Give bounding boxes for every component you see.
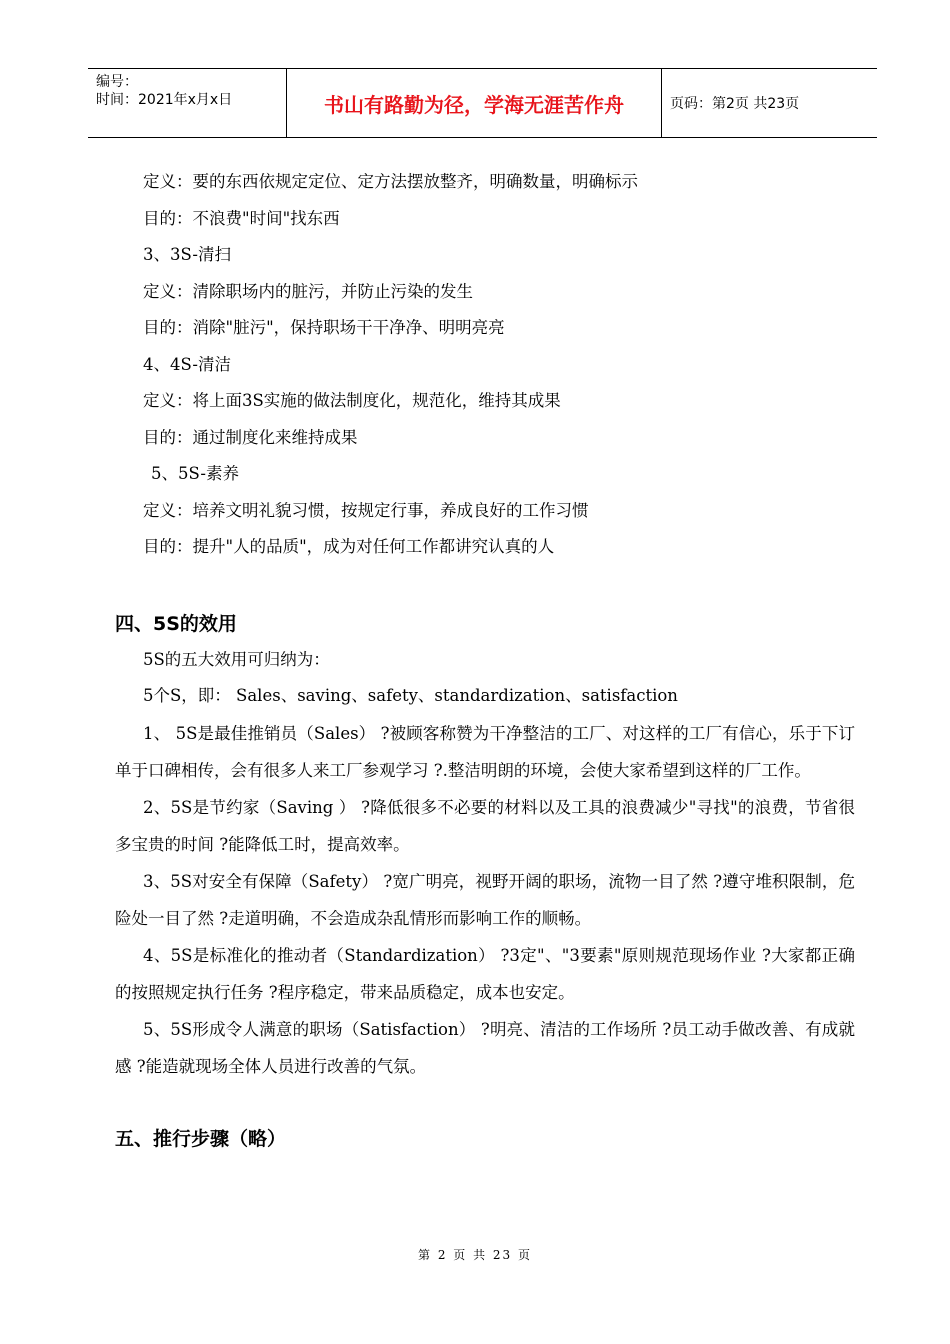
text-line: 定义：清除职场内的脏污，并防止污染的发生 (143, 281, 473, 301)
text-line: 5S的五大效用可归纳为： (143, 649, 330, 669)
paragraph: 3、5S对安全有保障（Safety） ?宽广明亮，视野开阔的职场，流物一目了然 ?遵守堆积限制，危险处一目了然 ?走道明确，不会造成杂乱情形而影响工作的顺畅。 (115, 871, 855, 928)
text-line: 定义：培养文明礼貌习惯，按规定行事，养成良好的工作习惯 (143, 500, 589, 520)
text-line: 5个S，即： Sales、saving、safety、standardization、satisfaction (143, 686, 678, 705)
text-line: 目的：不浪费"时间"找东西 (143, 208, 340, 228)
header-page-info: 页码：第2页 共23页 (670, 96, 800, 112)
section-heading: 四、5S的效用 (115, 612, 237, 635)
paragraph: 4、5S是标准化的推动者（Standardization） ?3定"、"3要素"原则规范现场作业 ?大家都正确的按照规定执行任务 ?程序稳定，带来品质稳定，成本也安定。 (115, 945, 855, 1002)
paragraph: 5、5S形成令人满意的职场（Satisfaction） ?明亮、清洁的工作场所 ?员工动手做改善、有成就感 ?能造就现场全体人员进行改善的气氛。 (115, 1019, 855, 1076)
header-meta (88, 69, 287, 137)
document-body (115, 164, 855, 1157)
section-heading: 五、推行步骤（略） (115, 1127, 287, 1150)
text-line: 目的：消除"脏污"，保持职场干干净净、明明亮亮 (143, 318, 505, 337)
header-motto: 书山有路勤为径，学海无涯苦作舟 (287, 69, 662, 137)
text-line: 定义：将上面3S实施的做法制度化，规范化，维持其成果 (143, 391, 561, 410)
page-header (88, 68, 877, 138)
text-line: 目的：通过制度化来维持成果 (143, 427, 358, 447)
text-line: 4、4S-清洁 (143, 354, 231, 374)
paragraph: 1、 5S是最佳推销员（Sales） ?被顾客称赞为干净整洁的工厂、对这样的工厂有信心，乐于下订单于口碑相传，会有很多人来工厂参观学习 ?.整洁明朗的环境，会使大家希望到这样的厂工作。 (115, 723, 855, 780)
time-label: 时间：2021年x月x日 (96, 92, 233, 108)
text-line: 目的：提升"人的品质"，成为对任何工作都讲究认真的人 (143, 537, 555, 556)
text-line: 定义：要的东西依规定定位、定方法摆放整齐，明确数量，明确标示 (143, 172, 638, 191)
text-line: 3、3S-清扫 (143, 245, 231, 264)
number-label: 编号： (96, 74, 138, 90)
text-line: 5、5S-素养 (151, 464, 239, 483)
paragraph: 2、5S是节约家（Saving ） ?降低很多不必要的材料以及工具的浪费减少"寻找"的浪费，节省很多宝贵的时间 ?能降低工时，提高效率。 (115, 797, 855, 854)
page-footer: 第 2 页 共 23 页 (418, 1248, 532, 1262)
